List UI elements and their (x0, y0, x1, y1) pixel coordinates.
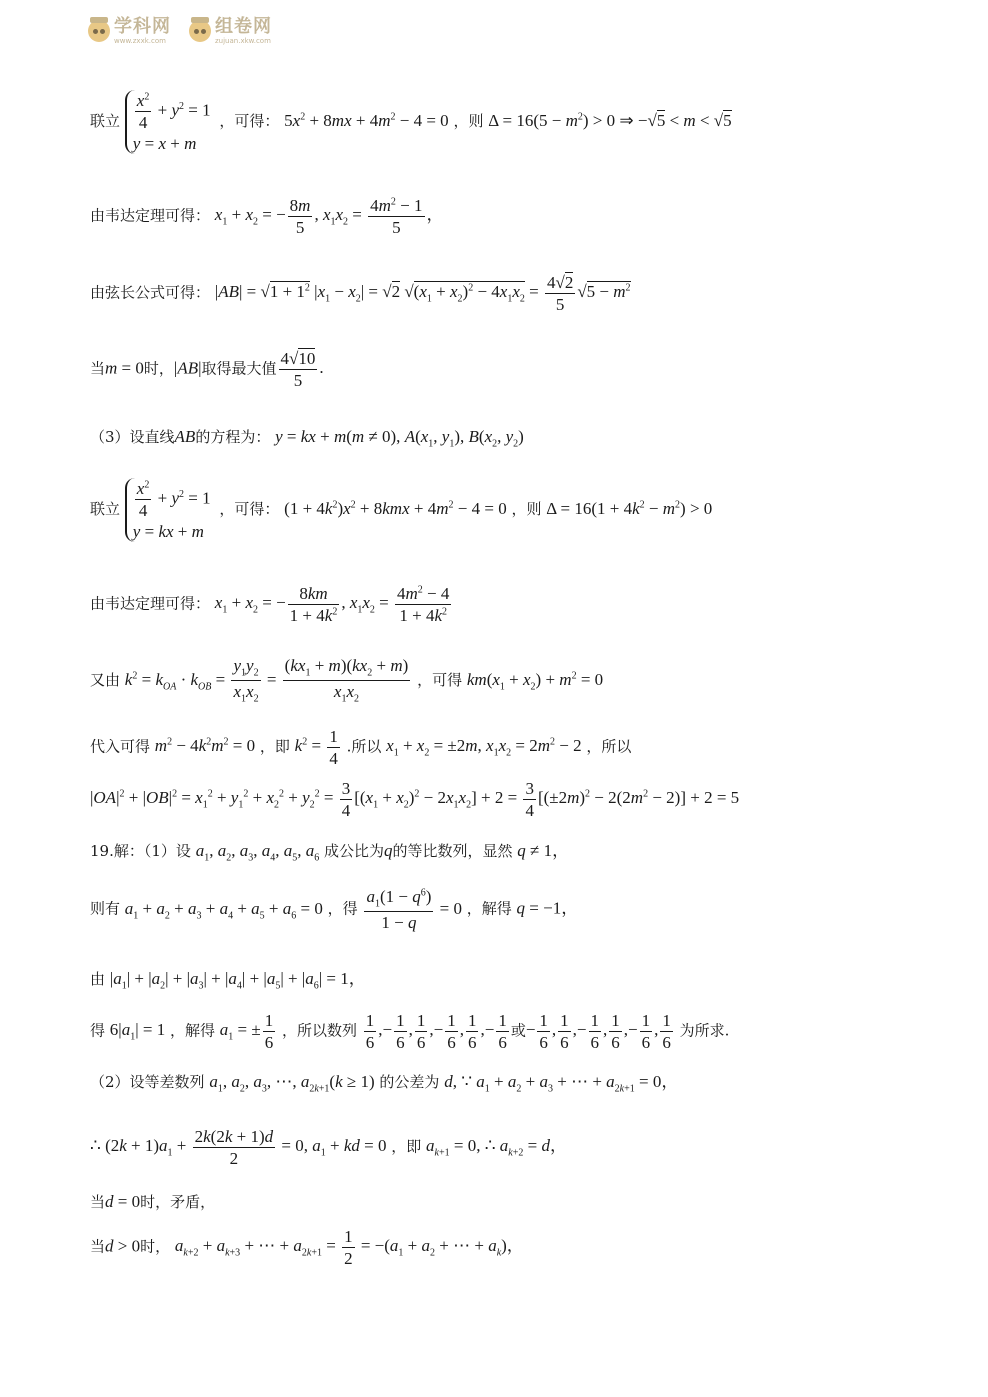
logo1-name: 学科网 (114, 15, 171, 37)
zxxk-logo (88, 15, 171, 45)
line-chord-length: 由弦长公式可得： $|AB| = √1 + 1^2$ $|x_1 - x_2| = √2$ $√(x_1 + x_2)^2 - 4x_1x_2$ = $\frac{4√2}{5}$ $√5 - m^2$ (90, 273, 631, 314)
line-sum-zero: 则有 $a_1 + a_2 + a_3 + a_4 + a_5 + a_6 = 0$ ，得 $\frac{a_1(1 - q^6)}{1 - q}$ = 0 ，解得 q = −1， (90, 887, 579, 933)
line-oa-ob: $|OA|^2 + |OB|^2 = x_1^2 + y_1^2 + x_2^2 + y_2^2$ = $\frac{3}{4}$ $[(x_1 + x_2)^2 - 2x_1x_2] + 2$ = $\frac{3}{4}$ $[(\pm 2m)^2 - 2(2m^2 - 2)] + 2 = 5$ (90, 779, 740, 820)
line-substitute: 代入可得 $m^2 - 4k^2m^2 = 0$ ，即 $k^2$ = $\frac{1}{4}$ .所以 $x_1 + x_2 = \pm 2m$, $x_1x_2 = 2m^2 - 2$ ，所以 (90, 727, 632, 768)
line-max-value: 当m = 0时，|AB|取得最大值 $\frac{4√10}{5}$ . (90, 349, 324, 390)
line-vieta-1: 由韦达定理可得： $x_1 + x_2$ = − $\frac{8m}{5}$ , $x_1x_2$ = $\frac{4m^2 - 1}{5}$ ， (90, 196, 444, 237)
line-sequence-result: 得 $6|a_1| = 1$ ，解得 $a_1$ = ± $\frac{1}{6}$ ，所以数列 $\frac{1}{6}$ ,− $\frac{1}{6}$ , $\frac{1}{6}$ ,− $\frac{1}{6}$ , $\frac{1}{6}$ ,− $\frac{1}{6}$ 或− $\frac{1}{6}$ , $\frac{1}{6}$ ,− $\frac{1}{6}$ , $\frac{1}{6}$ ,− $\frac{1}{6}$ , $\frac{1}{6}$ 为所求. (90, 1011, 730, 1052)
line-d-positive: 当d > 0时， $a_{k+2} + a_{k+3}$ + ⋯ + $a_{2k+1}$ = $\frac{1}{2}$ = $-(a_1 + a_2$ + ⋯ + $a_k$)， (90, 1227, 524, 1268)
logo2-url: zujuan.xkw.com (215, 36, 271, 45)
logo2-name: 组卷网 (215, 15, 272, 37)
logo1-url: www.zxxk.com (114, 36, 166, 45)
line-therefore: ∴ $(2k + 1)a_1$ + $\frac{2k(2k + 1)d}{2}$ = 0, $a_1$ + kd = 0 ，即 $a_{k+1} = 0$, ∴ $a_{k+2} = d$， (90, 1127, 567, 1168)
line-q19-part1: 19.解：（1）设 $a_1$, $a_2$, $a_3$, $a_4$, $a_5$, $a_6$ 成公比为q的等比数列，显然 q ≠ 1， (90, 841, 570, 864)
line-part3-setup: （3）设直线AB的方程为： y = kx + m(m ≠ 0), $A(x_1$, $y_1$), $B(x_2$, $y_2$) (90, 427, 524, 450)
line-system-2: 联立 $\frac{x^2}{4}$ + $y^2 = 1$ y = kx + m ，可得： $(1 + 4k^2)x^2 + 8kmx + 4m^2 - 4 = 0$ ，则 $\Delta = 16(1 + 4k^2 - m^2) > 0$ (90, 479, 713, 541)
zujuan-logo (189, 15, 272, 45)
mascot-icon (189, 20, 211, 42)
line-abs-sum: 由 $|a_1| + |a_2| + |a_3| + |a_4| + |a_5| + |a_6| = 1$， (90, 969, 366, 992)
mascot-icon (88, 20, 110, 42)
line-system-1: 联立 $\frac{x^2}{4}$ + $y^2 = 1$ y = x + m ，可得： $5x^2 + 8mx + 4m^2 - 4 = 0$ ，则 $\Delta = 16(5 - m^2) > 0$ ⇒ −√5 < m < √5 (90, 91, 732, 153)
line-part2-setup: （2）设等差数列 $a_1$, $a_2$, $a_3$, ⋯, $a_{2k+1}(k \ge 1)$ 的公差为 d, ∵ $a_1 + a_2 + a_3$ + ⋯ + $a_{2k+1} = 0$， (90, 1072, 679, 1095)
header-logos (88, 14, 290, 48)
line-vieta-2: 由韦达定理可得： $x_1 + x_2$ = − $\frac{8km}{1 + 4k^2}$ , $x_1x_2$ = $\frac{4m^2 - 4}{1 + 4k^2}$ (90, 584, 450, 625)
line-slope-product: 又由 $k^2 = k_{OA} \cdot k_{OB}$ = $\frac{y_1y_2}{x_1x_2}$ = $\frac{(kx_1 + m)(kx_2 + m)}{x_1x_2}$ ，可得 $km(x_1 + x_2) + m^2 = 0$ (90, 656, 604, 705)
line-d-zero: 当d = 0时，矛盾， (90, 1192, 216, 1211)
